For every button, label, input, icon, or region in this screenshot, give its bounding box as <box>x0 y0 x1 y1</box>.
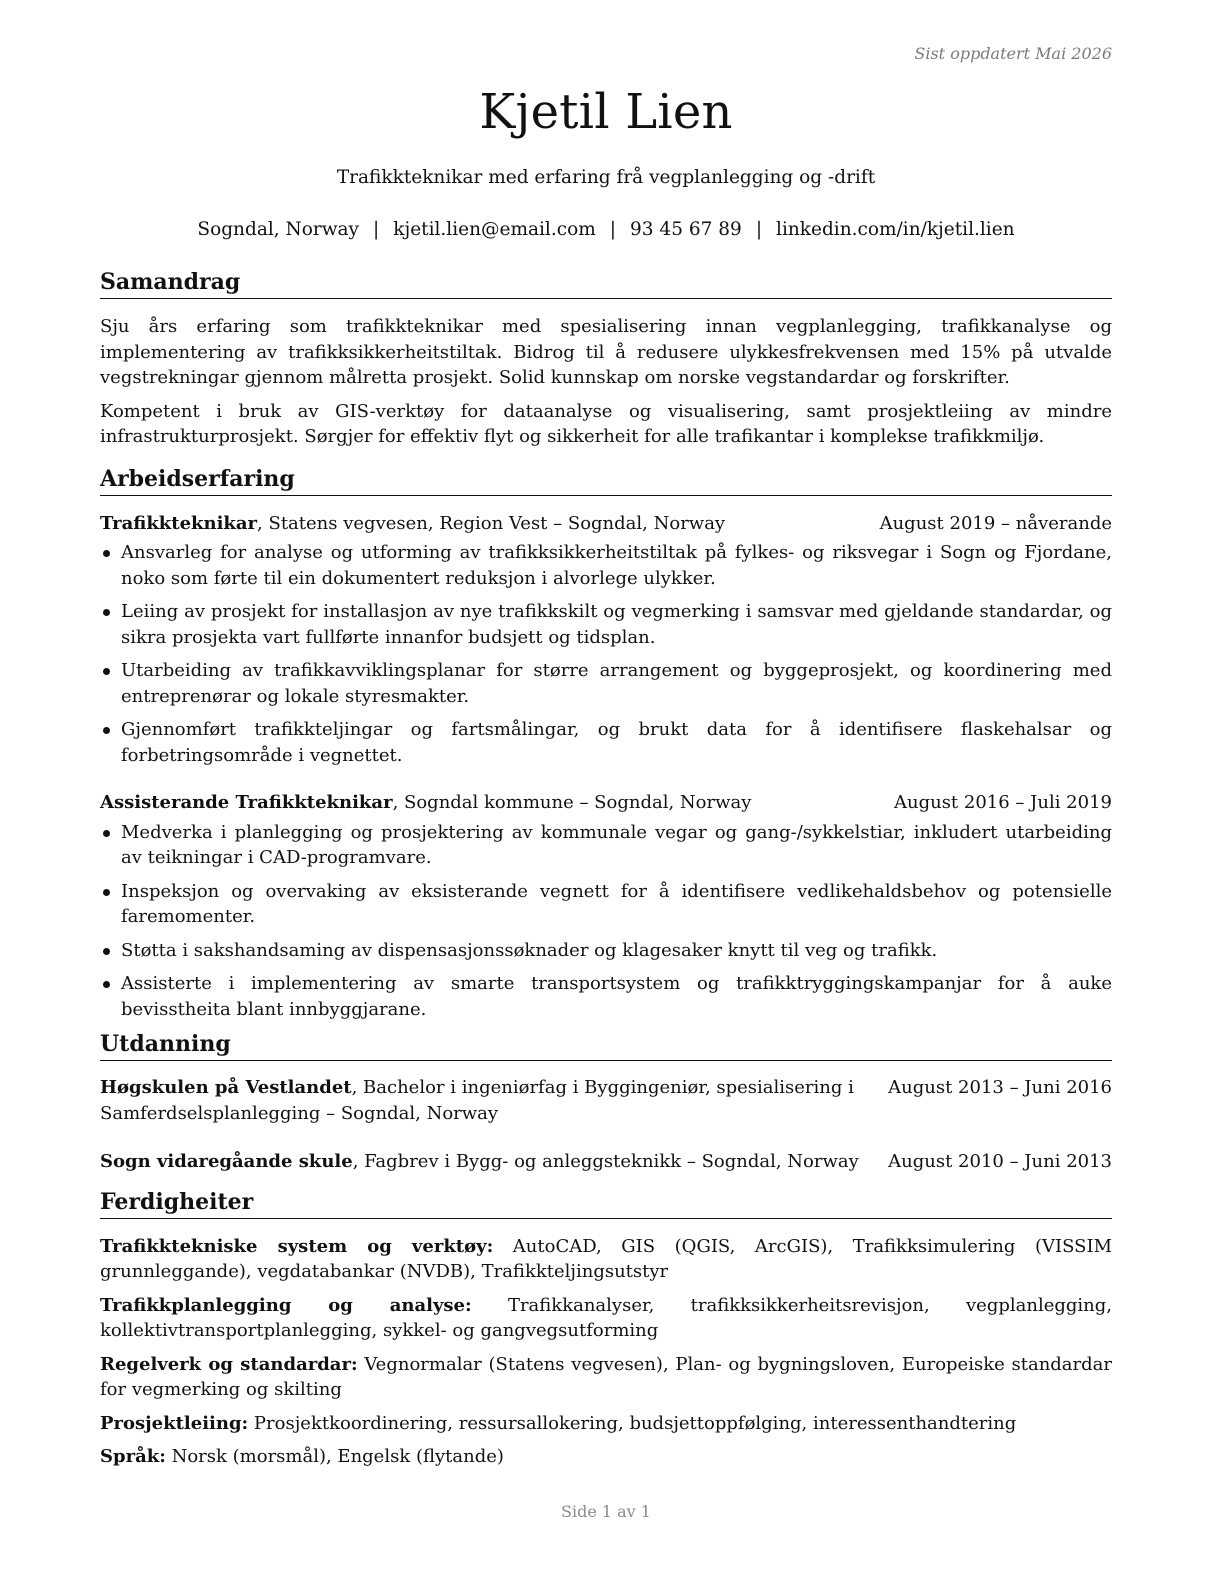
skill-label: Språk: <box>100 1446 166 1467</box>
contact-separator: | <box>373 219 380 240</box>
candidate-name: Kjetil Lien <box>479 84 733 140</box>
education-title-line <box>100 1075 888 1126</box>
contact-separator: | <box>609 219 616 240</box>
job-employer: , Sogndal kommune – Sogndal, Norway <box>392 792 752 813</box>
summary-paragraph: Sju års erfaring som trafikkteknikar med spesialisering innan vegplanlegging, trafikkanalyse og implementering av trafikksikkerheitstiltak. Bidrog til å redusere ulykkesfrekvensen med 15% på utvalde vegstrekningar gjennom målretta prosjekt. Solid kunnskap om norske vegstandardar og forskrifter. <box>100 316 1112 388</box>
job-bullets <box>100 540 1112 768</box>
education-degree: , Bachelor i ingeniørfag i Byggingeniør, spesialisering i Samferdselsplanlegging – Sogndal, Norway <box>100 1077 854 1124</box>
education-section <box>100 1075 1112 1175</box>
skill-row <box>100 1411 1112 1437</box>
skill-label: Trafikkplanlegging og analyse: <box>100 1294 472 1316</box>
job-role: Trafikkteknikar <box>100 512 258 534</box>
summary-section <box>100 314 1112 450</box>
skill-label: Trafikktekniske system og verktøy: <box>100 1235 494 1257</box>
job-dates: August 2016 – Juli 2019 <box>893 792 1112 813</box>
job-bullet: Medverka i planlegging og prosjektering av kommunale vegar og gang-/sykkelstiar, inkludert utarbeiding av teikningar i CAD-programvare. <box>100 820 1112 871</box>
contact-location: Sogndal, Norway <box>197 219 360 240</box>
job-title-line <box>100 511 880 537</box>
education-school: Sogn vidaregåande skule <box>100 1151 353 1172</box>
skill-row <box>100 1293 1112 1344</box>
job-employer: , Statens vegvesen, Region Vest – Sogndal, Norway <box>257 512 726 534</box>
skill-text: Vegnormalar (Statens vegvesen), Plan- og bygningsloven, Europeiske standardar for vegmerking og skilting <box>100 1353 1113 1400</box>
skill-text: Prosjektkoordinering, ressursallokering, budsjettoppfølging, interessenthandtering <box>248 1412 1017 1434</box>
job-bullet: Inspeksjon og overvaking av eksisterande vegnett for å identifisere vedlikehaldsbehov og potensielle faremomenter. <box>100 879 1112 930</box>
job-bullet: Støtta i sakshandsaming av dispensasjonssøknader og klagesaker knytt til veg og trafikk. <box>100 938 1112 964</box>
section-title-education: Utdanning <box>100 1030 1112 1061</box>
skill-text: Norsk (morsmål), Engelsk (flytande) <box>165 1446 504 1467</box>
section-title-skills: Ferdigheiter <box>100 1188 1112 1219</box>
skill-label: Prosjektleiing: <box>100 1412 249 1434</box>
last-updated-note: Sist oppdatert Mai 2026 <box>914 44 1112 63</box>
education-entry <box>100 1075 1112 1126</box>
skill-row <box>100 1234 1112 1285</box>
candidate-tagline: Trafikkteknikar med erfaring frå vegplanlegging og -drift <box>336 167 876 188</box>
section-title-experience: Arbeidserfaring <box>100 465 1112 496</box>
skill-row <box>100 1444 1112 1470</box>
skill-row <box>100 1352 1112 1403</box>
job-header <box>100 511 1112 537</box>
contact-line <box>100 219 1112 240</box>
job-entry <box>100 790 1112 1022</box>
contact-email[interactable]: kjetil.lien@email.com <box>393 219 596 240</box>
contact-linkedin[interactable]: linkedin.com/in/kjetil.lien <box>776 219 1015 240</box>
resume-body <box>100 268 1112 1478</box>
job-bullets <box>100 820 1112 1023</box>
skill-text: Trafikkanalyser, trafikksikkerheitsrevisjon, vegplanlegging, kollektivtransportplanlegging, sykkel- og gangvegsutforming <box>100 1294 1112 1341</box>
skill-label: Regelverk og standardar: <box>100 1353 358 1375</box>
job-bullet: Ansvarleg for analyse og utforming av trafikksikkerheitstiltak på fylkes- og riksvegar i Sogn og Fjordane, noko som førte til ein dokumentert reduksjon i alvorlege ulykker. <box>100 540 1112 591</box>
skills-section <box>100 1234 1112 1470</box>
job-bullet: Utarbeiding av trafikkavviklingsplanar for større arrangement og byggeprosjekt, og koordinering med entreprenørar og lokale styresmakter. <box>100 658 1112 709</box>
job-bullet: Assisterte i implementering av smarte transportsystem og trafikktryggingskampanjar for å auke bevisstheita blant innbyggjarane. <box>100 971 1112 1022</box>
contact-separator: | <box>755 219 763 240</box>
skill-text: AutoCAD, GIS (QGIS, ArcGIS), Trafikksimulering (VISSIM grunnleggande), vegdatabankar (NVDB), Trafikkteljingsutstyr <box>100 1235 1112 1282</box>
section-title-summary: Samandrag <box>100 268 1112 299</box>
education-title-line <box>100 1149 888 1175</box>
job-header <box>100 790 1112 816</box>
job-bullet: Gjennomført trafikkteljingar og fartsmålingar, og brukt data for å identifisere flaskehalsar og forbetringsområde i vegnettet. <box>100 717 1112 768</box>
page-number: Side 1 av 1 <box>561 1502 651 1521</box>
summary-paragraph: Kompetent i bruk av GIS-verktøy for dataanalyse og visualisering, samt prosjektleiing av mindre infrastrukturprosjekt. Sørgjer for effektiv flyt og sikkerheit for alle trafikantar i komplekse trafikkmiljø. <box>100 400 1112 447</box>
experience-section <box>100 511 1112 1023</box>
contact-phone: 93 45 67 89 <box>630 219 742 240</box>
education-degree: , Fagbrev i Bygg- og anleggsteknikk – Sogndal, Norway <box>352 1151 859 1172</box>
education-dates: August 2013 – Juni 2016 <box>888 1077 1112 1098</box>
job-title-line <box>100 790 894 816</box>
job-entry <box>100 511 1112 769</box>
job-dates: August 2019 – nåverande <box>879 512 1112 534</box>
education-dates: August 2010 – Juni 2013 <box>888 1151 1112 1172</box>
education-school: Høgskulen på Vestlandet <box>100 1077 352 1098</box>
education-entry <box>100 1149 1112 1175</box>
job-role: Assisterande Trafikkteknikar <box>100 792 393 813</box>
job-bullet: Leiing av prosjekt for installasjon av nye trafikkskilt og vegmerking i samsvar med gjeldande standardar, og sikra prosjekta vart fullførte innanfor budsjett og tidsplan. <box>100 599 1112 650</box>
